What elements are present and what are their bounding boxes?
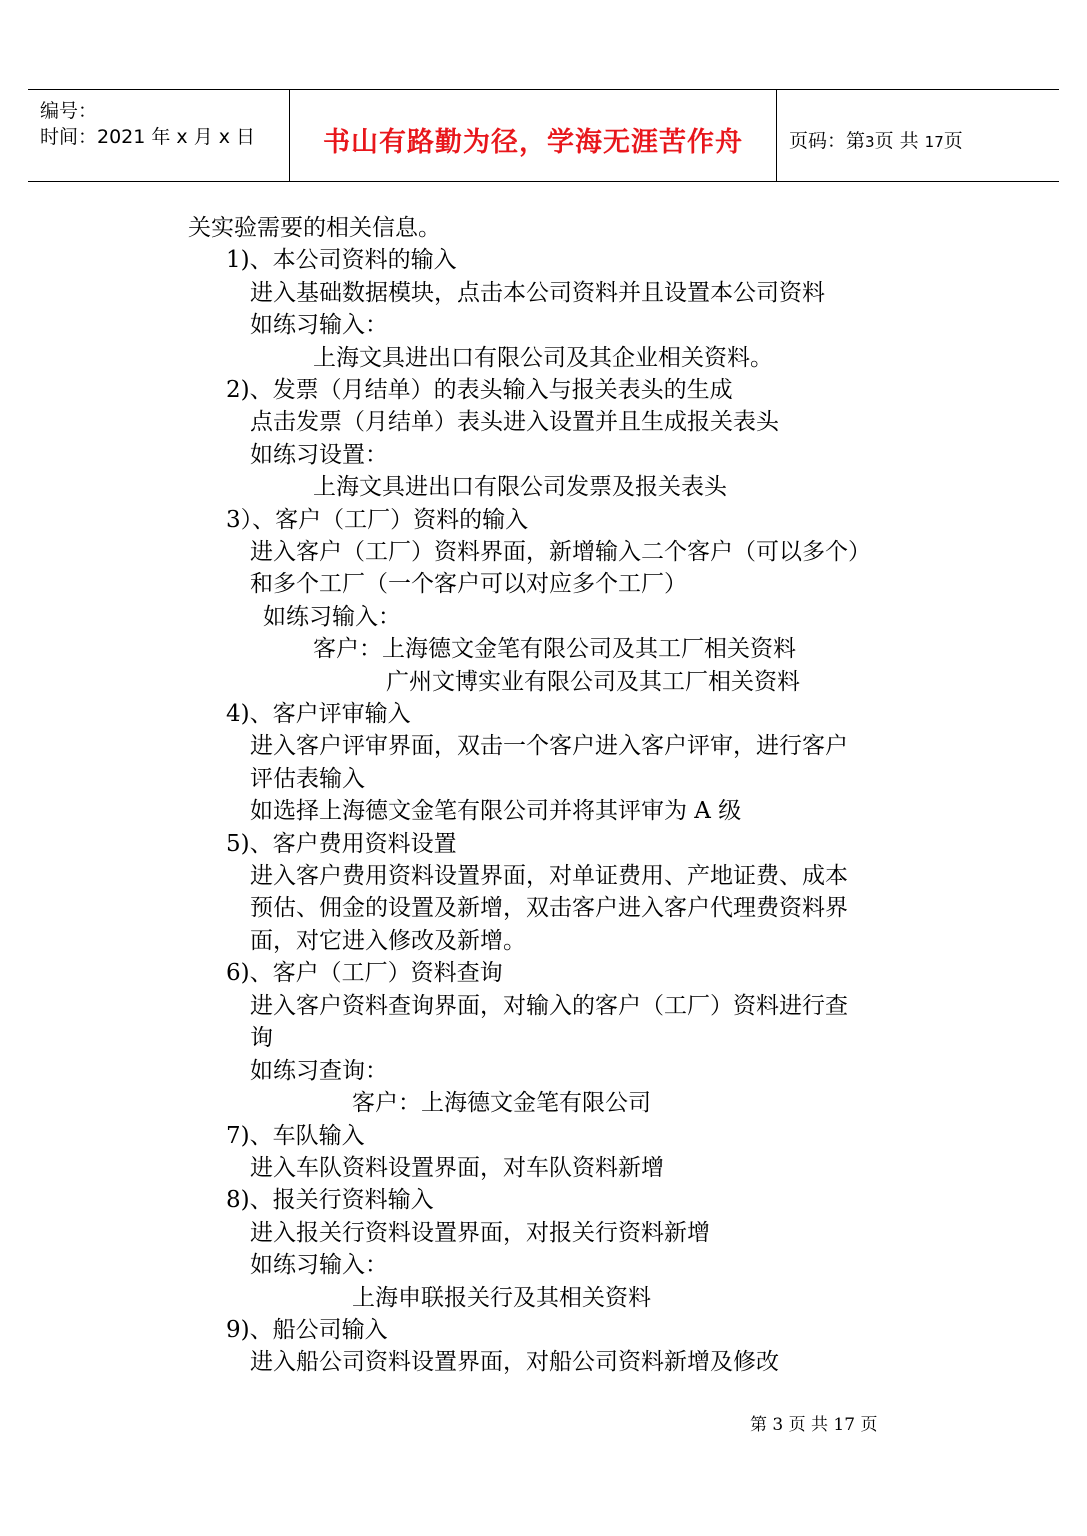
page-mid: 页 共 (874, 130, 919, 152)
page-header (28, 89, 1059, 182)
header-info-cell (28, 90, 290, 181)
body-line: 上海文具进出口有限公司发票及报关表头 (313, 474, 727, 500)
page-current: 3 (865, 133, 875, 151)
body-line: 广州文博实业有限公司及其工厂相关资料 (386, 669, 800, 695)
document-number-label: 编号： (40, 100, 98, 122)
section-heading: 7)、车队输入 (226, 1123, 365, 1149)
body-line: 如练习输入： (263, 604, 401, 630)
body-line: 和多个工厂（一个客户可以对应多个工厂） (250, 571, 687, 597)
header-motto-cell (290, 90, 777, 181)
body-line: 点击发票（月结单）表头进入设置并且生成报关表头 (250, 409, 779, 435)
body-line: 进入客户（工厂）资料界面，新增输入二个客户（可以多个） (250, 539, 871, 565)
page-prefix: 页码：第 (789, 130, 866, 152)
section-heading: 8)、报关行资料输入 (226, 1187, 434, 1213)
section-heading: 5)、客户费用资料设置 (226, 831, 457, 857)
body-line: 预估、佣金的设置及新增，双击客户进入客户代理费资料界 (250, 895, 848, 921)
body-line: 关实验需要的相关信息。 (188, 215, 441, 241)
body-line: 如练习查询： (250, 1058, 388, 1084)
page-suffix: 页 (943, 130, 963, 152)
page-total: 17 (924, 133, 944, 151)
body-line: 进入基础数据模块，点击本公司资料并且设置本公司资料 (250, 280, 825, 306)
body-line: 进入客户评审界面，双击一个客户进入客户评审，进行客户 (250, 733, 848, 759)
body-line: 上海文具进出口有限公司及其企业相关资料。 (313, 345, 773, 371)
body-line: 进入报关行资料设置界面，对报关行资料新增 (250, 1220, 710, 1246)
document-time-label: 时间：2021 年 x 月 x 日 (40, 126, 256, 148)
body-line: 客户：上海德文金笔有限公司及其工厂相关资料 (313, 636, 796, 662)
section-heading: 4)、客户评审输入 (226, 701, 411, 727)
body-line: 客户：上海德文金笔有限公司 (352, 1090, 651, 1116)
section-heading: 6)、客户（工厂）资料查询 (226, 960, 503, 986)
section-heading: 3）、客户（工厂）资料的输入 (226, 507, 529, 533)
body-line: 如练习输入： (250, 1252, 388, 1278)
section-heading: 1)、本公司资料的输入 (226, 247, 457, 273)
header-motto: 书山有路勤为径，学海无涯苦作舟 (323, 127, 743, 158)
body-line: 上海申联报关行及其相关资料 (352, 1285, 651, 1311)
body-line: 如练习设置： (250, 442, 388, 468)
section-heading: 9)、船公司输入 (226, 1317, 388, 1343)
section-heading: 2)、发票（月结单）的表头输入与报关表头的生成 (226, 377, 733, 403)
body-line: 进入客户资料查询界面，对输入的客户（工厂）资料进行查 (250, 993, 848, 1019)
body-line: 询 (250, 1025, 273, 1051)
body-line: 评估表输入 (250, 766, 365, 792)
body-line: 进入车队资料设置界面，对车队资料新增 (250, 1155, 664, 1181)
header-page-number (789, 126, 963, 153)
body-line: 面，对它进入修改及新增。 (250, 928, 526, 954)
body-line: 如选择上海德文金笔有限公司并将其评审为 A 级 (250, 798, 742, 824)
body-line: 如练习输入： (250, 312, 388, 338)
header-page-cell (777, 90, 1059, 181)
body-line: 进入船公司资料设置界面，对船公司资料新增及修改 (250, 1349, 779, 1375)
page-footer: 第 3 页 共 17 页 (750, 1415, 878, 1435)
body-line: 进入客户费用资料设置界面，对单证费用、产地证费、成本 (250, 863, 848, 889)
